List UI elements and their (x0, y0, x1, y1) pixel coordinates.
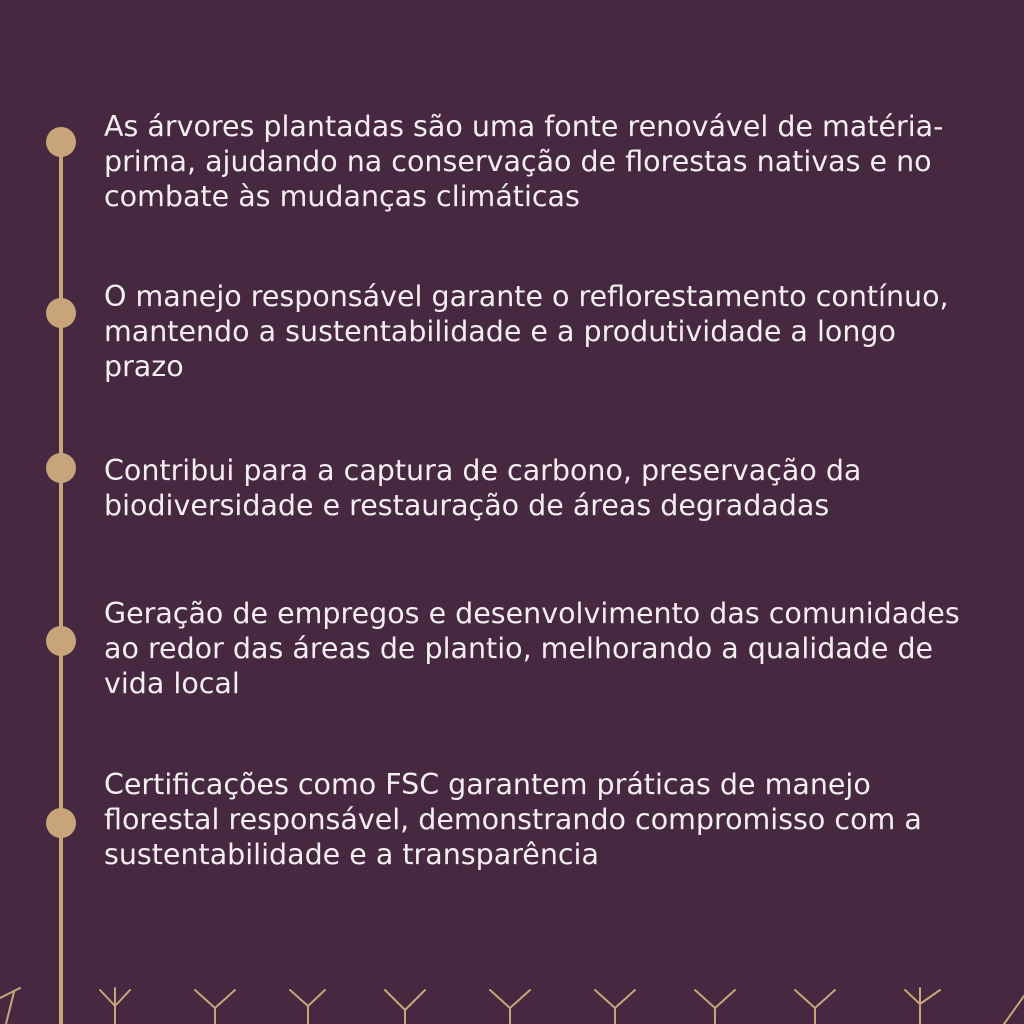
timeline-item-text: Contribui para a captura de carbono, preservação da biodiversidade e restauração de áreas degradadas (104, 454, 862, 522)
timeline-dot-icon (46, 808, 76, 838)
timeline-line (59, 145, 63, 1024)
timeline-dot-icon (46, 626, 76, 656)
timeline-dot-icon (46, 298, 76, 328)
timeline-dot-icon (46, 453, 76, 483)
timeline-item-text: O manejo responsável garante o reflorestamento contínuo, mantendo a sustentabilidade e a produtividade a longo prazo (104, 280, 949, 383)
timeline-dot-icon (46, 127, 76, 157)
timeline-item-text: Certificações como FSC garantem práticas de manejo florestal responsável, demonstrando compromisso com a sustentabilidade e a transparência (104, 768, 922, 871)
timeline-item-text: Geração de empregos e desenvolvimento das comunidades ao redor das áreas de plantio, melhorando a qualidade de vida local (104, 597, 960, 700)
timeline-item-text: As árvores plantadas são uma fonte renovável de matéria-prima, ajudando na conservação de florestas nativas e no combate às mudanças climáticas (104, 110, 944, 213)
branch-ornament-icon (0, 986, 1024, 1024)
